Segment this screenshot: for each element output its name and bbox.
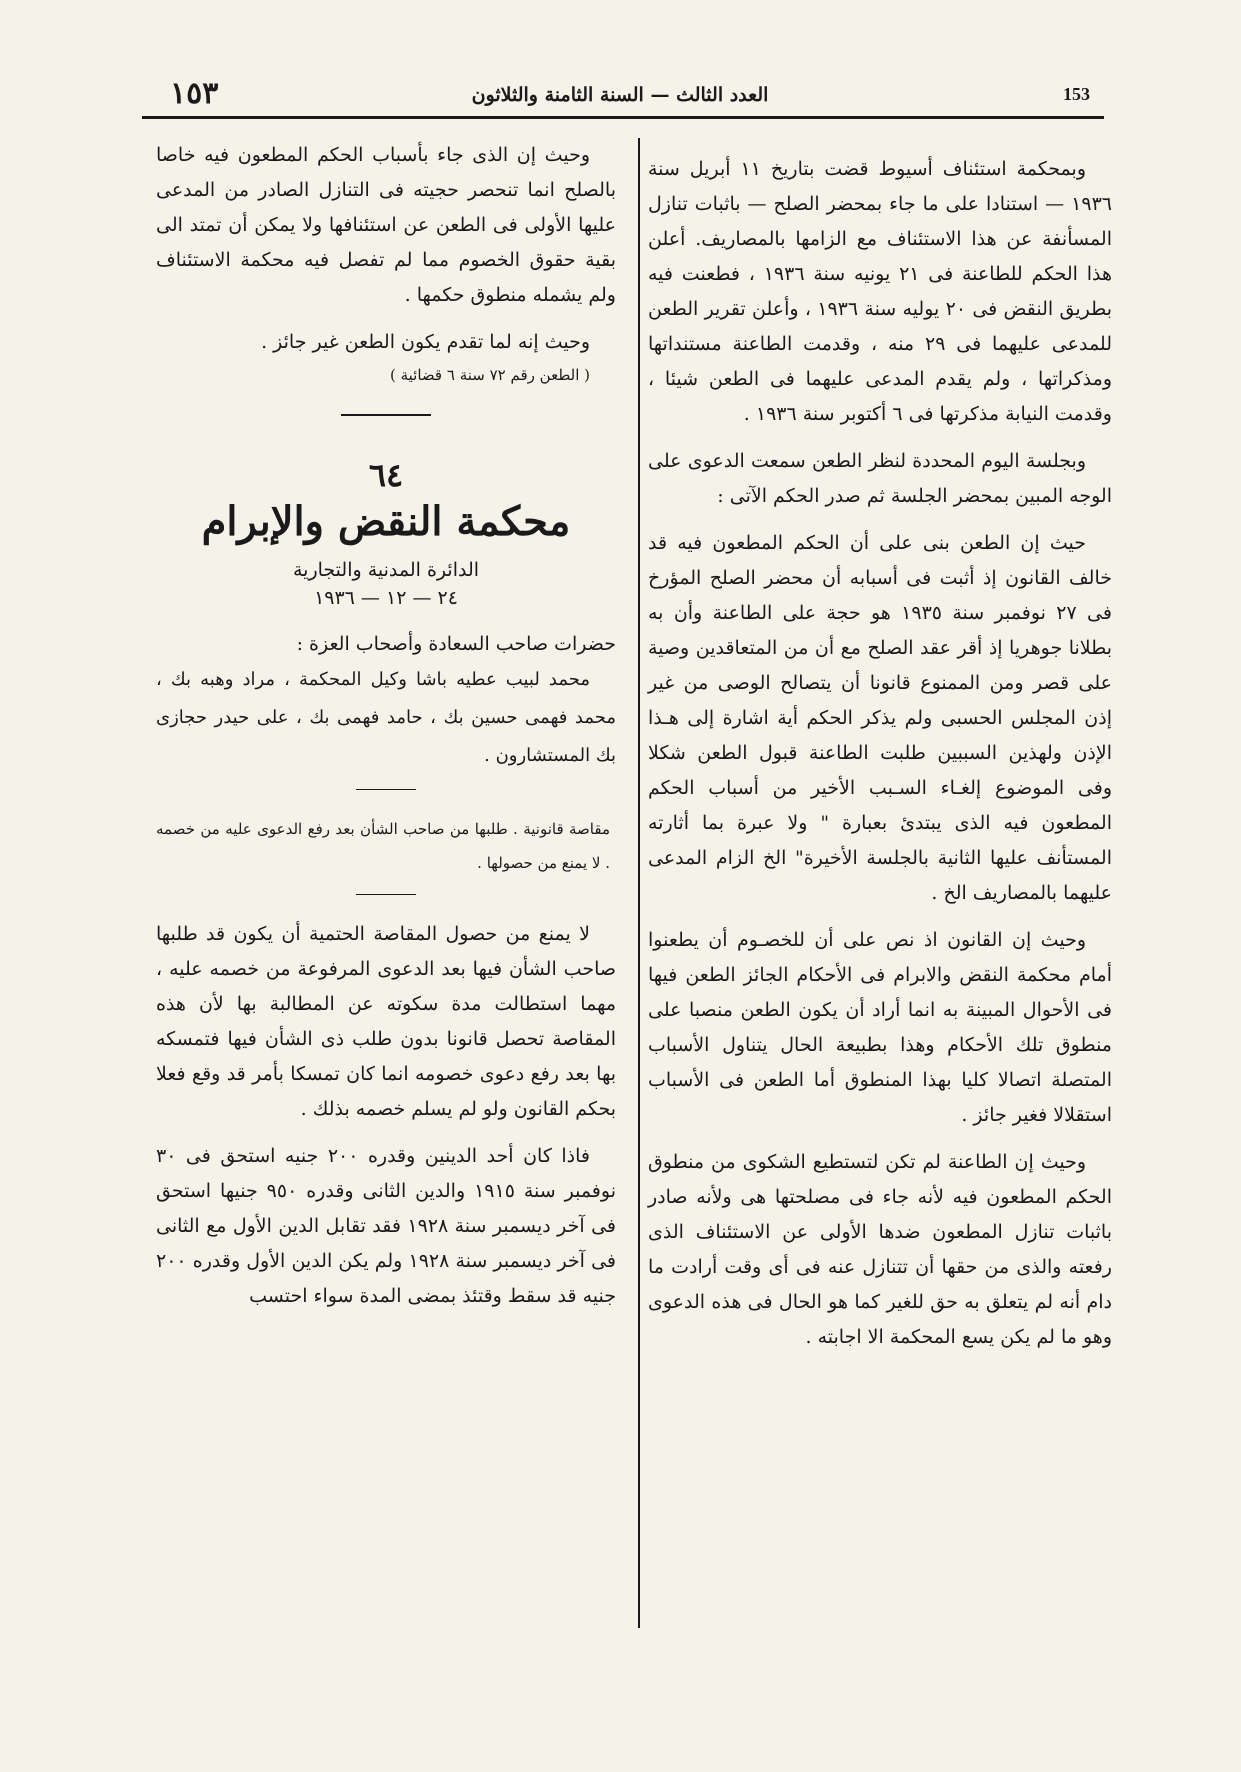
paragraph: وحيث إن الطاعنة لم تكن لتستطيع الشكوى من منطوق الحكم المطعون فيه لأنه جاء فى مصلحتها هى ولأنه صادر باثبات تنازل المطعون ضدها الأولى عن الاستئناف الذى رفعته والذى من حقها أن تتنازل عنه فى أى وقت أرادت ما دام أنه لم يتعلق به حق للغير كما هو الحال فى هذه الدعوى وهو ما لم يكن يسع المحكمة الا اجابته . (648, 1151, 1112, 1348)
column-divider (638, 138, 640, 1628)
paragraph: وحيث إنه لما تقدم يكون الطعن غير جائز . (261, 331, 590, 353)
court-name: محكمة النقض والإبرام (201, 498, 571, 545)
right-column (648, 152, 1112, 1355)
page-number-latin: 153 (1063, 84, 1090, 104)
paragraph: حيث إن الطعن بنى على أن الحكم المطعون فيه قد خالف القانون إذ أثبت فى أسبابه أن محضر الصلح المؤرخ فى ٢٧ نوفمبر سنة ١٩٣٥ هو حجة على الطاعنة وأن به بطلانا جوهريا إذ أقر عقد الصلح مع أن من المتعاقدين وصية على قصر ومن الممنوع قانونا أن يتصالح الوصى من غير إذن المجلس الحسبى ولم يذكر الحكم أية اشارة إلى هـذا الإذن ولهذين السببين طلبت الطاعنة قبول الطعن شكلا وفى الموضوع إلغـاء السـبب الأخير من أسباب الحكم المطعون فيه الذى يبتدئ بعبارة " ولا عبرة بما أثارته المستأنف عليها الثانية بالجلسة الأخيرة" الخ الزام المدعى عليهما بالمصاريف الخ . (648, 532, 1112, 904)
case-summary: مقاصة قانونية . طلبها من صاحب الشأن بعد رفع الدعوى عليه من خصمه . لا يمنع من حصولها . (156, 820, 610, 872)
page-number-arabic: ١٥٣ (170, 76, 219, 111)
judgment-date: ٢٤ — ١٢ — ١٩٣٦ (314, 587, 458, 609)
page-header (140, 70, 1100, 114)
section-separator (341, 414, 431, 416)
body-separator (356, 894, 416, 895)
paragraph: وحيث إن القانون اذ نص على أن للخصـوم أن يطعنوا أمام محكمة النقض والابرام فى الأحكام الجائز الطعن فيها فى الأحوال المبينة به انما أراد أن يكون الطعن منصبا على منطوق تلك الأحكام وهذا بطبيعة الحال يتناول الأسباب المتصلة اتصالا كليا بهذا المنطوق أما الطعن فى الأسباب استقلالا فغير جائز . (648, 929, 1112, 1126)
circuit-name: الدائرة المدنية والتجارية (292, 559, 480, 581)
paragraph: وحيث إن الذى جاء بأسباب الحكم المطعون فيه خاصا بالصلح انما تنحصر حجيته فى التنازل الصادر من المدعى عليها الأولى فى الطعن عن استئنافها ولا يمكن أن تمتد الى بقية حقوق الخصوم مما لم تفصل فيه محكمة الاستئناف ولم يشمله منطوق حكمها . (156, 144, 616, 306)
case-number: ٦٤ (368, 456, 404, 494)
judges-list: محمد لبيب عطيه باشا وكيل المحكمة ، مراد وهبه بك ، محمد فهمى حسين بك ، حامد فهمى بك ، على حيدر حجازى بك المستشارون . (156, 669, 616, 766)
case-reference: ( الطعن رقم ٧٢ سنة ٦ قضائية ) (389, 366, 590, 384)
judges-label: حضرات صاحب السعادة وأصحاب العزة : (296, 633, 616, 655)
left-column (156, 138, 616, 1314)
issue-line: العدد الثالث — السنة الثامنة والثلاثون (471, 84, 769, 106)
paragraph: وبجلسة اليوم المحددة لنظر الطعن سمعت الدعوى على الوجه المبين بمحضر الجلسة ثم صدر الحكم الآتى : (648, 450, 1112, 507)
header-rule (142, 116, 1104, 119)
summary-separator (356, 789, 416, 790)
paragraph: فاذا كان أحد الدينين وقدره ٢٠٠ جنيه استحق فى ٣٠ نوفمبر سنة ١٩١٥ والدين الثانى وقدره ٩٥٠ جنيها استحق فى آخر ديسمبر سنة ١٩٢٨ فقد تقابل الدين الأول مع الثانى فى آخر ديسمبر سنة ١٩٢٨ ولم يكن الدين الأول وقدره ٢٠٠ جنيه قد سقط وقتئذ بمضى المدة سواء احتسب (156, 1145, 617, 1307)
paragraph: وبمحكمة استئناف أسيوط قضت بتاريخ ١١ أبريل سنة ١٩٣٦ — استنادا على ما جاء بمحضر الصلح — باثبات تنازل المسأنفة عن هذا الاستئناف مع الزامها بالمصاريف. أعلن هذا الحكم للطاعنة فى ٢١ يونيه سنة ١٩٣٦ ، فطعنت فيه بطريق النقض فى ٢٠ يوليه سنة ١٩٣٦ ، وأعلن تقرير الطعن للمدعى عليهما فى ٢٩ منه ، وقدمت الطاعنة مستنداتها ومذكراتها ، ولم يقدم المدعى عليهما فى الطعن شيئا ، وقدمت النيابة مذكرتها فى ٦ أكتوبر سنة ١٩٣٦ . (648, 158, 1113, 425)
paragraph: لا يمنع من حصول المقاصة الحتمية أن يكون قد طلبها صاحب الشأن فيها بعد الدعوى المرفوعة من خصمه عليه ، مهما استطالت مدة سكوته عن المطالبة بها لأن هذه المقاصة تحصل قانونا بدون طلب ذى الشأن فيها فتمسكه بها بعد رفع دعوى خصومه انما كان تمسكا بأمر قد وقع فعلا بحكم القانون ولو لم يسلم خصمه بذلك . (156, 923, 616, 1120)
